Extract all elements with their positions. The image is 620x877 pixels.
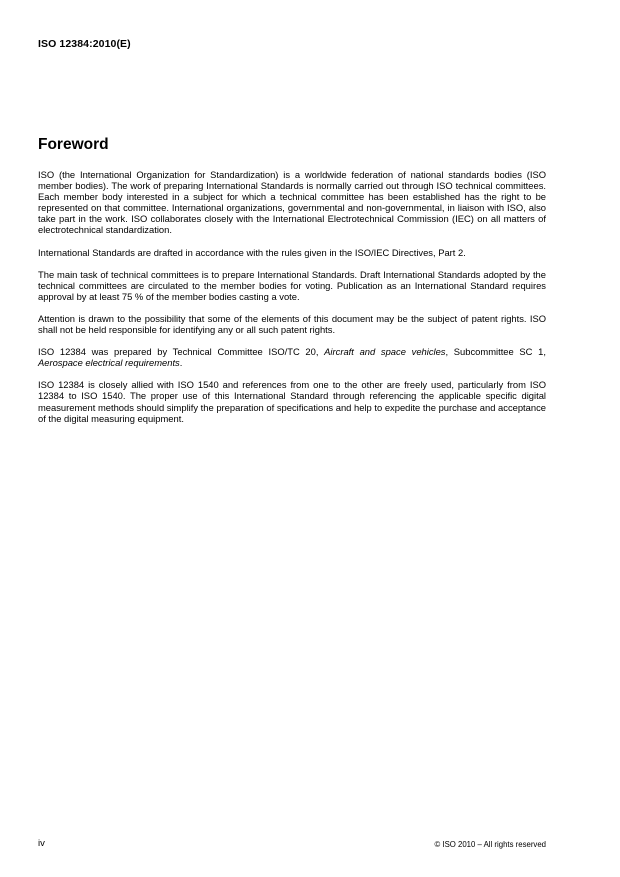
subcommittee-name: Aerospace electrical requirements <box>38 357 180 369</box>
preparation-text-2: , Subcommittee SC 1, <box>445 346 546 358</box>
page-number: iv <box>38 838 45 849</box>
paragraph-drafting-rules: International Standards are drafted in accordance with the rules given in the ISO/IEC Directives, Part 2. <box>38 246 466 258</box>
foreword-body <box>38 169 546 435</box>
paragraph-organization: ISO (the International Organization for Standardization) is a worldwide federation of national standards bodies (ISO member bodies). The work of preparing International Standards is normally carried out through ISO technical committees. Each member body interested in a subject for which a technical committee has been established has the right to be represented on that committee. International organizations, governmental and non-governmental, in liaison with ISO, also take part in the work. ISO collaborates closely with the International Electrotechnical Commission (IEC) on all matters of electrotechnical standardization. <box>38 169 546 236</box>
copyright-notice: © ISO 2010 – All rights reserved <box>434 840 546 849</box>
paragraph-relation: ISO 12384 is closely allied with ISO 1540 and references from one to the other are freely used, particularly from ISO 12384 to ISO 1540. The proper use of this International Standard through referencing the applicable specific digital measurement methods should simplify the preparation of specifications and help to expedite the purchase and acceptance of the digital measuring equipment. <box>38 379 546 424</box>
committee-name: Aircraft and space vehicles <box>324 346 446 358</box>
paragraph-committee-task: The main task of technical committees is to prepare International Standards. Draft International Standards adopted by the technical committees are circulated to the member bodies for voting. Publication as an International Standard requires approval by at least 75 % of the member bodies casting a vote. <box>38 268 546 302</box>
section-title: Foreword <box>38 136 109 153</box>
preparation-text: ISO 12384 was prepared by Technical Committee ISO/TC 20, <box>38 346 325 358</box>
paragraph-preparation <box>38 346 546 368</box>
paragraph-patent-notice: Attention is drawn to the possibility that some of the elements of this document may be the subject of patent rights. ISO shall not be held responsible for identifying any or all such patent rights. <box>38 312 546 336</box>
preparation-text-3: . <box>179 357 183 369</box>
document-header: ISO 12384:2010(E) <box>38 38 131 50</box>
